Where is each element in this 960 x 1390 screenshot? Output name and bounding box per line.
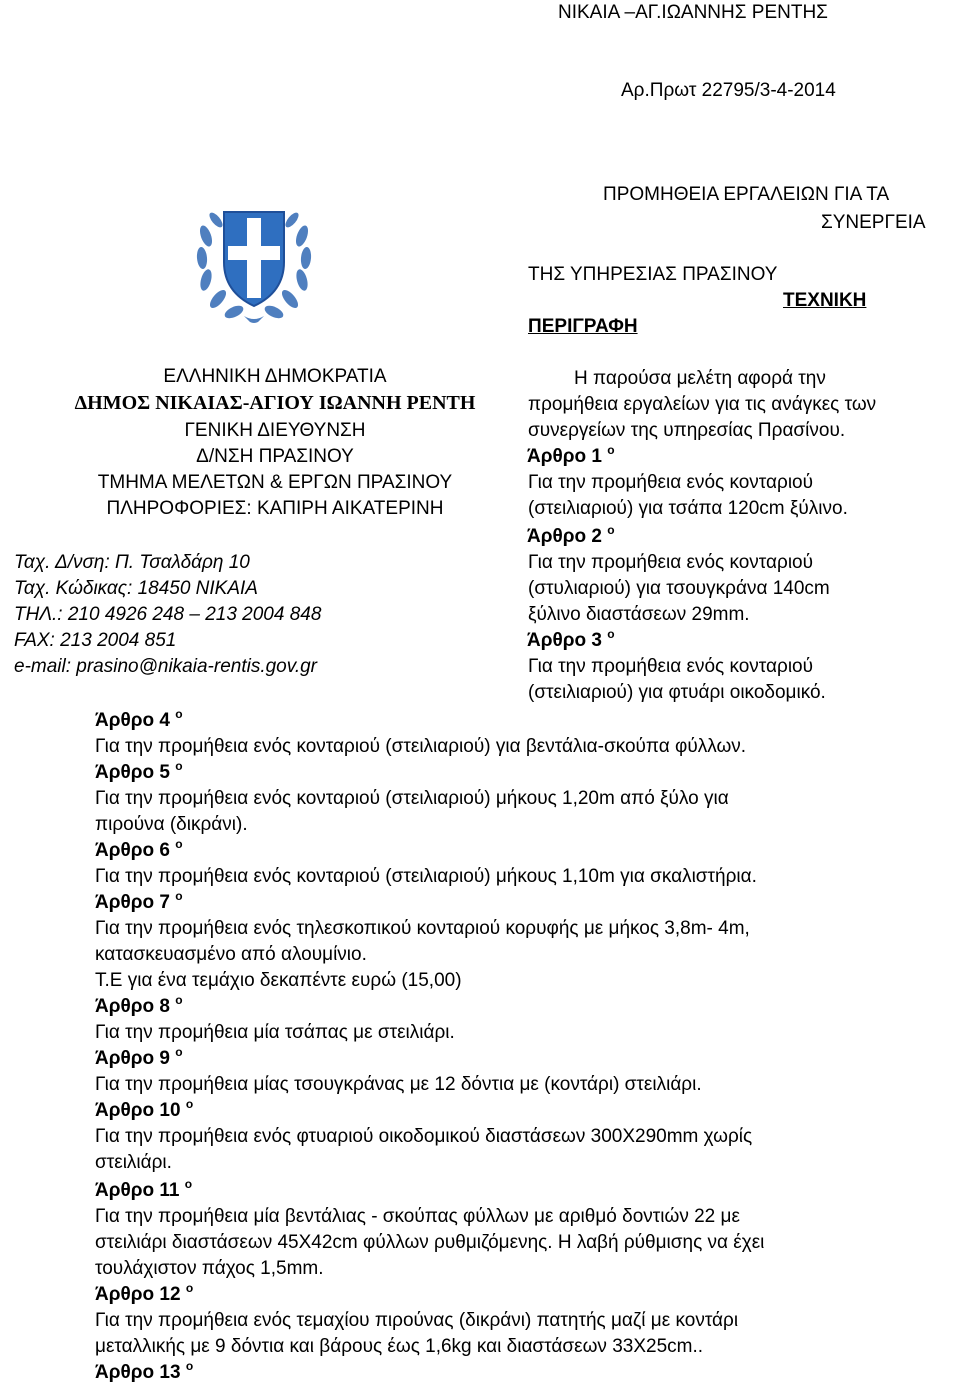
article-1-text: (στειλιαριού) για τσάπα 120cm ξύλινο. — [528, 498, 848, 519]
ordinal-mark: ο — [185, 1359, 194, 1373]
subject-line-3: ΤΗΣ ΥΠΗΡΕΣΙΑΣ ΠΡΑΣΙΝΟΥ — [528, 264, 778, 285]
authority-department: ΤΜΗΜΑ ΜΕΛΕΤΩΝ & ΕΡΓΩΝ ΠΡΑΣΙΝΟΥ — [97, 472, 453, 493]
contact-address: Ταχ. Δ/νση: Π. Τσαλδάρη 10 — [14, 552, 250, 573]
article-11-text: Για την προμήθεια μία βεντάλιας - σκούπας φύλλων με αριθμό δοντιών 22 με — [95, 1206, 740, 1227]
authority-contact-person: ΠΛΗΡΟΦΟΡΙΕΣ: ΚΑΠΙΡΗ ΑΙΚΑΤΕΡΙΝΗ — [106, 498, 444, 519]
article-3-text: Για την προμήθεια ενός κονταριού — [528, 656, 814, 677]
article-2-heading — [527, 523, 615, 548]
ordinal-mark: ο — [185, 1281, 194, 1295]
article-12-text: μεταλλικής με 9 δόντια και βάρους έως 1,6kg και διαστάσεων 33Χ25cm.. — [95, 1336, 704, 1357]
article-4-text: Για την προμήθεια ενός κονταριού (στειλιαριού) για βεντάλια-σκούπα φύλλων. — [95, 736, 747, 757]
protocol-number: Αρ.Πρωτ 22795/3-4-2014 — [621, 80, 836, 101]
contact-phone: ΤΗΛ.: 210 4926 248 – 213 2004 848 — [14, 604, 322, 625]
contact-fax: FAX: 213 2004 851 — [14, 630, 177, 651]
article-title: Άρθρο 3 — [527, 630, 602, 651]
article-title: Άρθρο 9 — [95, 1048, 170, 1069]
article-9-text: Για την προμήθεια μίας τσουγκράνας με 12 δόντια με (κοντάρι) στειλιάρι. — [95, 1074, 702, 1095]
subject-title-description: ΠΕΡΙΓΡΑΦΗ — [528, 316, 638, 337]
ordinal-mark: ο — [607, 627, 615, 641]
article-6-heading — [95, 837, 183, 862]
article-title: Άρθρο 5 — [95, 762, 170, 783]
article-2-text: Για την προμήθεια ενός κονταριού — [528, 552, 814, 573]
article-title: Άρθρο 8 — [95, 996, 170, 1017]
greek-coat-of-arms-icon — [192, 188, 316, 324]
article-title: Άρθρο 13 — [95, 1362, 181, 1383]
ordinal-mark: ο — [175, 993, 183, 1007]
article-13-heading — [95, 1359, 194, 1384]
article-title: Άρθρο 7 — [95, 892, 170, 913]
subject-line-2: ΣΥΝΕΡΓΕΙΑ — [821, 212, 926, 233]
article-10-text: στειλιάρι. — [95, 1152, 172, 1173]
authority-republic: ΕΛΛΗΝΙΚΗ ΔΗΜΟΚΡΑΤΙΑ — [163, 366, 387, 387]
article-6-text: Για την προμήθεια ενός κονταριού (στειλιαριού) μήκους 1,10m για σκαλιστήρια. — [95, 866, 757, 887]
article-12-text: Για την προμήθεια ενός τεμαχίου πιρούνας (δικράνι) πατητής μαζί με κοντάρι — [95, 1310, 739, 1331]
subject-line-1: ΠΡΟΜΗΘΕΙΑ ΕΡΓΑΛΕΙΩΝ ΓΙΑ ΤΑ — [603, 184, 890, 205]
article-title: Άρθρο 11 — [95, 1180, 180, 1201]
article-10-heading — [95, 1097, 194, 1122]
article-5-heading — [95, 759, 183, 784]
article-9-heading — [95, 1045, 183, 1070]
article-5-text: Για την προμήθεια ενός κονταριού (στειλιαριού) μήκους 1,20m από ξύλο για — [95, 788, 729, 809]
article-title: Άρθρο 6 — [95, 840, 170, 861]
article-title: Άρθρο 12 — [95, 1284, 181, 1305]
article-3-heading — [527, 627, 615, 652]
ordinal-mark: ο — [184, 1177, 193, 1191]
article-12-heading — [95, 1281, 194, 1306]
header-town: ΝΙΚΑΙΑ –ΑΓ.ΙΩΑΝΝΗΣ ΡΕΝΤΗΣ — [558, 2, 828, 23]
article-2-text: (στυλιαριού) για τσουγκράνα 140cm — [528, 578, 830, 599]
ordinal-mark: ο — [175, 837, 183, 851]
article-7-heading — [95, 889, 183, 914]
article-7-price: Τ.Ε για ένα τεμάχιο δεκαπέντε ευρώ (15,00) — [95, 970, 462, 991]
authority-municipality: ΔΗΜΟΣ ΝΙΚΑΙΑΣ-ΑΓΙΟΥ ΙΩΑΝΝΗ ΡΕΝΤΗ — [74, 392, 476, 414]
article-title: Άρθρο 4 — [95, 710, 170, 731]
subject-title-technical: ΤΕΧΝΙΚΗ — [783, 290, 867, 311]
article-2-text: ξύλινο διαστάσεων 29mm. — [528, 604, 750, 625]
intro-line-2: προμήθεια εργαλείων για τις ανάγκες των — [528, 394, 877, 415]
ordinal-mark: ο — [175, 889, 183, 903]
article-11-text: τουλάχιστον πάχος 1,5mm. — [95, 1258, 324, 1279]
contact-email: e-mail: prasino@nikaia-rentis.gov.gr — [14, 656, 317, 677]
intro-line-3: συνεργείων της υπηρεσίας Πρασίνου. — [528, 420, 846, 441]
intro-line-1: Η παρούσα μελέτη αφορά την — [574, 368, 826, 389]
article-11-heading — [95, 1177, 193, 1202]
article-10-text: Για την προμήθεια ενός φτυαριού οικοδομικού διαστάσεων 300Χ290mm χωρίς — [95, 1126, 753, 1147]
cross-horizontal — [228, 246, 280, 260]
article-8-text: Για την προμήθεια μία τσάπας με στειλιάρι. — [95, 1022, 455, 1043]
ordinal-mark: ο — [607, 523, 615, 537]
article-3-text: (στειλιαριού) για φτυάρι οικοδομικό. — [528, 682, 826, 703]
contact-postcode: Ταχ. Κώδικας: 18450 ΝΙΚΑΙΑ — [14, 578, 258, 599]
ordinal-mark: ο — [185, 1097, 194, 1111]
article-title: Άρθρο 2 — [527, 526, 602, 547]
article-8-heading — [95, 993, 183, 1018]
ordinal-mark: ο — [175, 759, 183, 773]
ordinal-mark: ο — [175, 707, 183, 721]
article-1-text: Για την προμήθεια ενός κονταριού — [528, 472, 814, 493]
ordinal-mark: ο — [175, 1045, 183, 1059]
authority-general-directorate: ΓΕΝΙΚΗ ΔΙΕΥΘΥΝΣΗ — [184, 420, 366, 441]
ordinal-mark: ο — [607, 443, 615, 457]
article-1-heading — [527, 443, 615, 468]
article-title: Άρθρο 10 — [95, 1100, 181, 1121]
article-7-text: κατασκευασμένο από αλουμίνιο. — [95, 944, 367, 965]
article-4-heading — [95, 707, 183, 732]
article-5-text: πιρούνα (δικράνι). — [95, 814, 248, 835]
article-title: Άρθρο 1 — [527, 446, 602, 467]
article-11-text: στειλιάρι διαστάσεων 45Χ42cm φύλλων ρυθμιζόμενης. Η λαβή ρύθμισης να έχει — [95, 1232, 765, 1253]
authority-directorate: Δ/ΝΣΗ ΠΡΑΣΙΝΟΥ — [196, 446, 354, 467]
article-7-text: Για την προμήθεια ενός τηλεσκοπικού κονταριού κορυφής με μήκος 3,8m- 4m, — [95, 918, 750, 939]
